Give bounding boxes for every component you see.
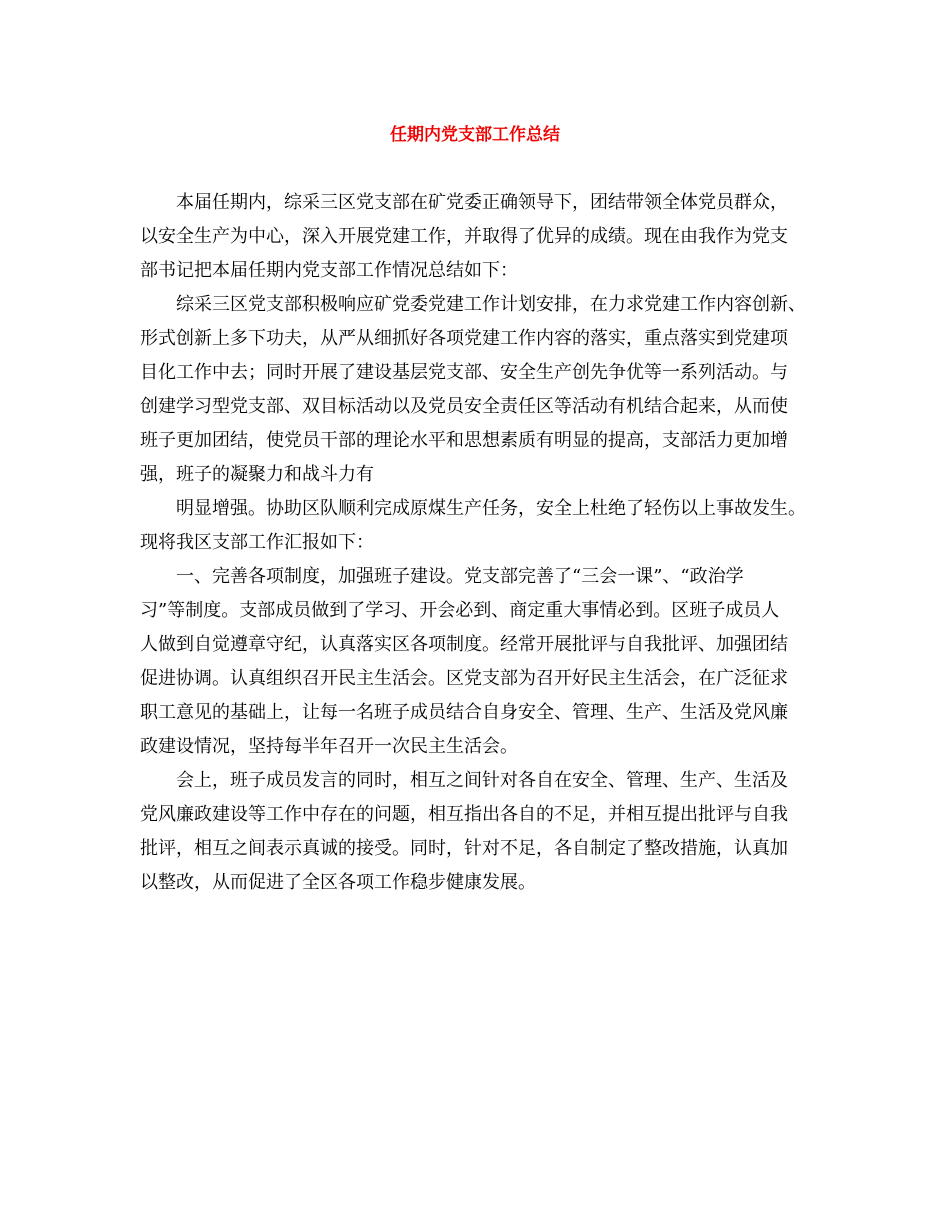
document-title: 任期内党支部工作总结: [390, 125, 560, 145]
document-body: [140, 186, 816, 900]
paragraph-5-line-3: 批评，相互之间表示真诚的接受。同时，针对不足，各自制定了整改措施，认真加: [140, 838, 788, 859]
paragraph-2-line-3: 目化工作中去；同时开展了建设基层党支部、安全生产创先争优等一系列活动。与: [140, 362, 788, 383]
paragraph-1-line-2: 以安全生产为中心，深入开展党建工作，并取得了优异的成绩。现在由我作为党支: [140, 226, 788, 247]
paragraph-4-line-2: 习”等制度。支部成员做到了学习、开会必到、商定重大事情必到。区班子成员人: [140, 600, 780, 621]
paragraph-2-line-6: 强，班子的凝聚力和战斗力有: [140, 464, 374, 485]
paragraph-2-line-1: 综采三区党支部积极响应矿党委党建工作计划安排，在力求党建工作内容创新、: [176, 294, 806, 315]
paragraph-2-line-4: 创建学习型党支部、双目标活动以及党员安全责任区等活动有机结合起来，从而使: [140, 396, 788, 417]
paragraph-4-line-6: 政建设情况，坚持每半年召开一次民主生活会。: [140, 736, 518, 757]
paragraph-5-line-1: 会上，班子成员发言的同时，相互之间针对各自在安全、管理、生产、生活及: [176, 770, 788, 791]
paragraph-3-line-2: 现将我区支部工作汇报如下：: [140, 532, 374, 553]
paragraph-4-line-5: 职工意见的基础上，让每一名班子成员结合自身安全、管理、生产、生活及党风廉: [140, 702, 788, 723]
paragraph-2-line-5: 班子更加团结，使党员干部的理论水平和思想素质有明显的提高，支部活力更加增: [140, 430, 788, 451]
paragraph-5-line-2: 党风廉政建设等工作中存在的问题，相互指出各自的不足，并相互提出批评与自我: [140, 804, 788, 825]
paragraph-4-line-3: 人做到自觉遵章守纪，认真落实区各项制度。经常开展批评与自我批评、加强团结: [140, 634, 788, 655]
paragraph-4-line-4: 促进协调。认真组织召开民主生活会。区党支部为召开好民主生活会，在广泛征求: [140, 668, 788, 689]
paragraph-5-line-4: 以整改，从而促进了全区各项工作稳步健康发展。: [140, 872, 536, 893]
paragraph-1-line-1: 本届任期内，综采三区党支部在矿党委正确领导下，团结带领全体党员群众，: [176, 192, 788, 213]
paragraph-1-line-3: 部书记把本届任期内党支部工作情况总结如下：: [140, 260, 518, 281]
paragraph-2-line-2: 形式创新上多下功夫，从严从细抓好各项党建工作内容的落实，重点落实到党建项: [140, 328, 788, 349]
paragraph-4-line-1: 一、完善各项制度，加强班子建设。党支部完善了“三会一课”、“政治学: [176, 566, 744, 587]
paragraph-3-line-1: 明显增强。协助区队顺利完成原煤生产任务，安全上杜绝了轻伤以上事故发生。: [176, 498, 806, 519]
